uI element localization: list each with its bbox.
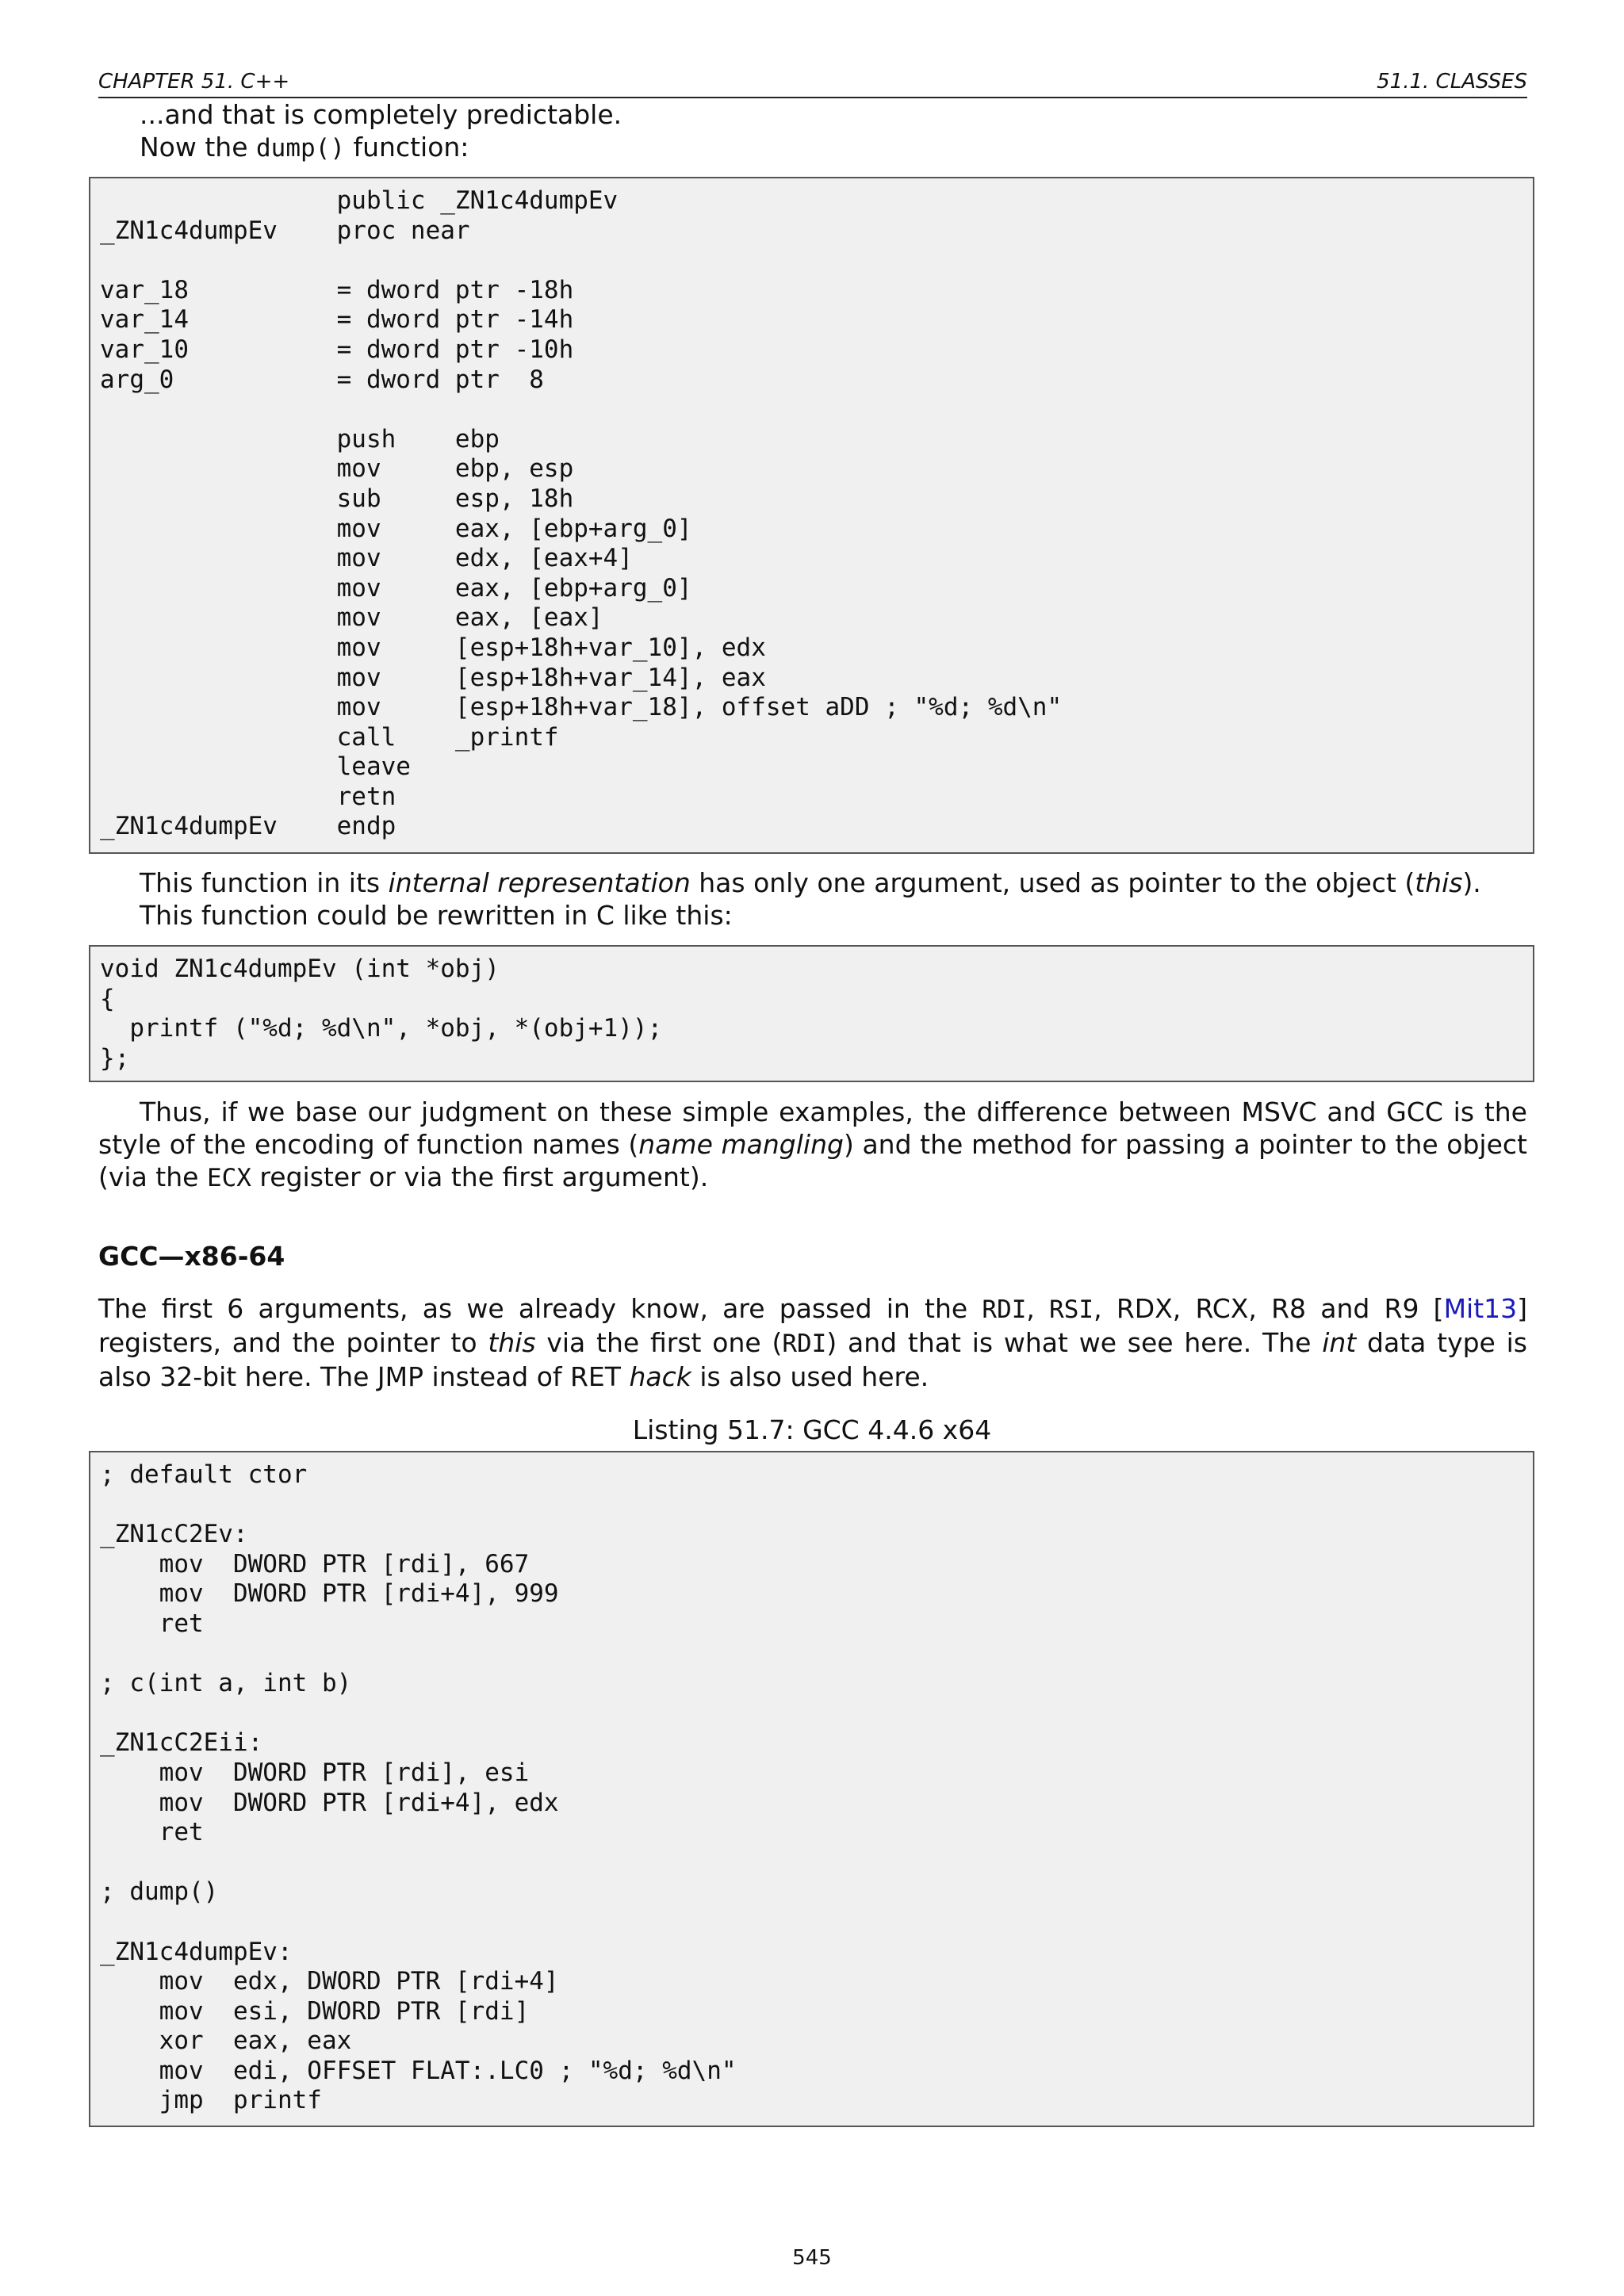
code-text: ; default ctor _ZN1cC2Ev: mov DWORD PTR [rdi], 667 mov DWORD PTR [rdi+4], 999 ret ; c(int a, int b) _ZN1cC2Eii: mov DWORD PTR [rdi], esi mov DWORD PTR [rdi+4], edx ret ; dump() _ZN1c4dumpEv: mov edx, DWORD PTR [rdi+4] mov esi, DWORD PTR [rdi] xor eax, eax mov edi, OFFSET FLAT:.LC0 ; "%d; %d\n" jmp printf [100, 1460, 737, 2115]
text: instead of [423, 1361, 570, 1392]
text: , [1026, 1293, 1050, 1324]
running-header [98, 67, 1527, 98]
text: ) and the method for passing a pointer to the object (via the [98, 1129, 1527, 1192]
text: ] registers, and the pointer to [98, 1293, 1528, 1358]
text [621, 1361, 630, 1392]
emphasis: internal representation [388, 867, 691, 898]
text: Thus, if we base our judgment on these simple examples, the difference between MSVC and GCC is the style of the encoding of function names ( [98, 1096, 1527, 1160]
register-name: RDX [1116, 1293, 1173, 1324]
intro-text: function: [345, 132, 469, 163]
text: via the first one ( [535, 1327, 783, 1358]
paragraph-msvc-gcc-comparison [98, 1096, 1527, 1195]
text: , [1172, 1293, 1196, 1324]
emphasis: int [1322, 1327, 1357, 1358]
code-text: public _ZN1c4dumpEv _ZN1c4dumpEv proc near var_18 = dword ptr -18h var_14 = dword ptr -14h var_10 = dword ptr -10h arg_0 = dword ptr 8 push ebp mov ebp, esp sub esp, 18h mov eax, [ebp+arg_0] mov edx, [eax+4] mov eax, [ebp+arg_0] mov eax, [eax] mov [esp+18h+var_10], edx mov [esp+18h+var_14], eax mov [esp+18h+var_18], offset aDD ; "%d; %d\n" call _printf leave retn _ZN1c4dumpEv endp [100, 186, 1063, 841]
register-name: RDI [982, 1295, 1027, 1324]
inline-code: ECX [206, 1164, 251, 1192]
text: is also used here. [691, 1361, 929, 1392]
code-listing-c-equivalent [89, 945, 1534, 1082]
text: , [1248, 1293, 1272, 1324]
text: [ [1419, 1293, 1444, 1324]
section-title: 51.1. CLASSES [1377, 70, 1527, 94]
text: ) and that is what we see here. The [826, 1327, 1323, 1358]
text: , [1094, 1293, 1116, 1324]
register-name: RSI [1049, 1295, 1094, 1324]
register-name: R8 [1271, 1293, 1307, 1324]
code-text: void ZN1c4dumpEv (int *obj) { printf ("%d; %d\n", *obj, *(obj+1)); }; [100, 955, 663, 1073]
chapter-title: CHAPTER 51. C++ [98, 70, 290, 94]
register-name: R9 [1384, 1293, 1419, 1324]
inline-code: dump() [256, 134, 345, 163]
emphasis: hack [629, 1361, 691, 1392]
intro-line-2 [140, 131, 1527, 165]
citation-link[interactable]: Mit13 [1443, 1293, 1518, 1324]
text: and [1306, 1293, 1385, 1324]
register-name: RDI [782, 1330, 827, 1358]
code-listing-gcc-x64 [89, 1451, 1534, 2127]
listing-caption: Listing 51.7: GCC 4.4.6 x64 [632, 1414, 992, 1445]
section-heading: GCC—x86-64 [98, 1241, 285, 1272]
register-name: RCX [1195, 1293, 1249, 1324]
text: ). [1462, 867, 1481, 898]
emphasis: this [488, 1327, 536, 1358]
code-listing-dump-x86 [89, 177, 1534, 854]
paragraph-rewrite-in-c: This function could be rewritten in C like this: [140, 900, 733, 931]
paragraph-gcc-x64-arguments [98, 1292, 1527, 1393]
text: The first 6 arguments, as we already know, are passed in the [98, 1293, 982, 1324]
text: has only one argument, used as pointer to the object ( [690, 867, 1415, 898]
text: data type is also 32-bit here. The [98, 1327, 1528, 1392]
instruction-name: RET [570, 1361, 621, 1392]
intro-text: Now the [140, 132, 257, 163]
page-number: 545 [792, 2246, 832, 2270]
emphasis: name mangling [638, 1129, 844, 1160]
paragraph-internal-representation [98, 867, 1527, 899]
emphasis: this [1415, 867, 1463, 898]
text: register or via the first argument). [251, 1161, 709, 1192]
text: This function in its [140, 867, 389, 898]
instruction-name: JMP [377, 1361, 424, 1392]
intro-line-1: ...and that is completely predictable. [140, 99, 622, 130]
